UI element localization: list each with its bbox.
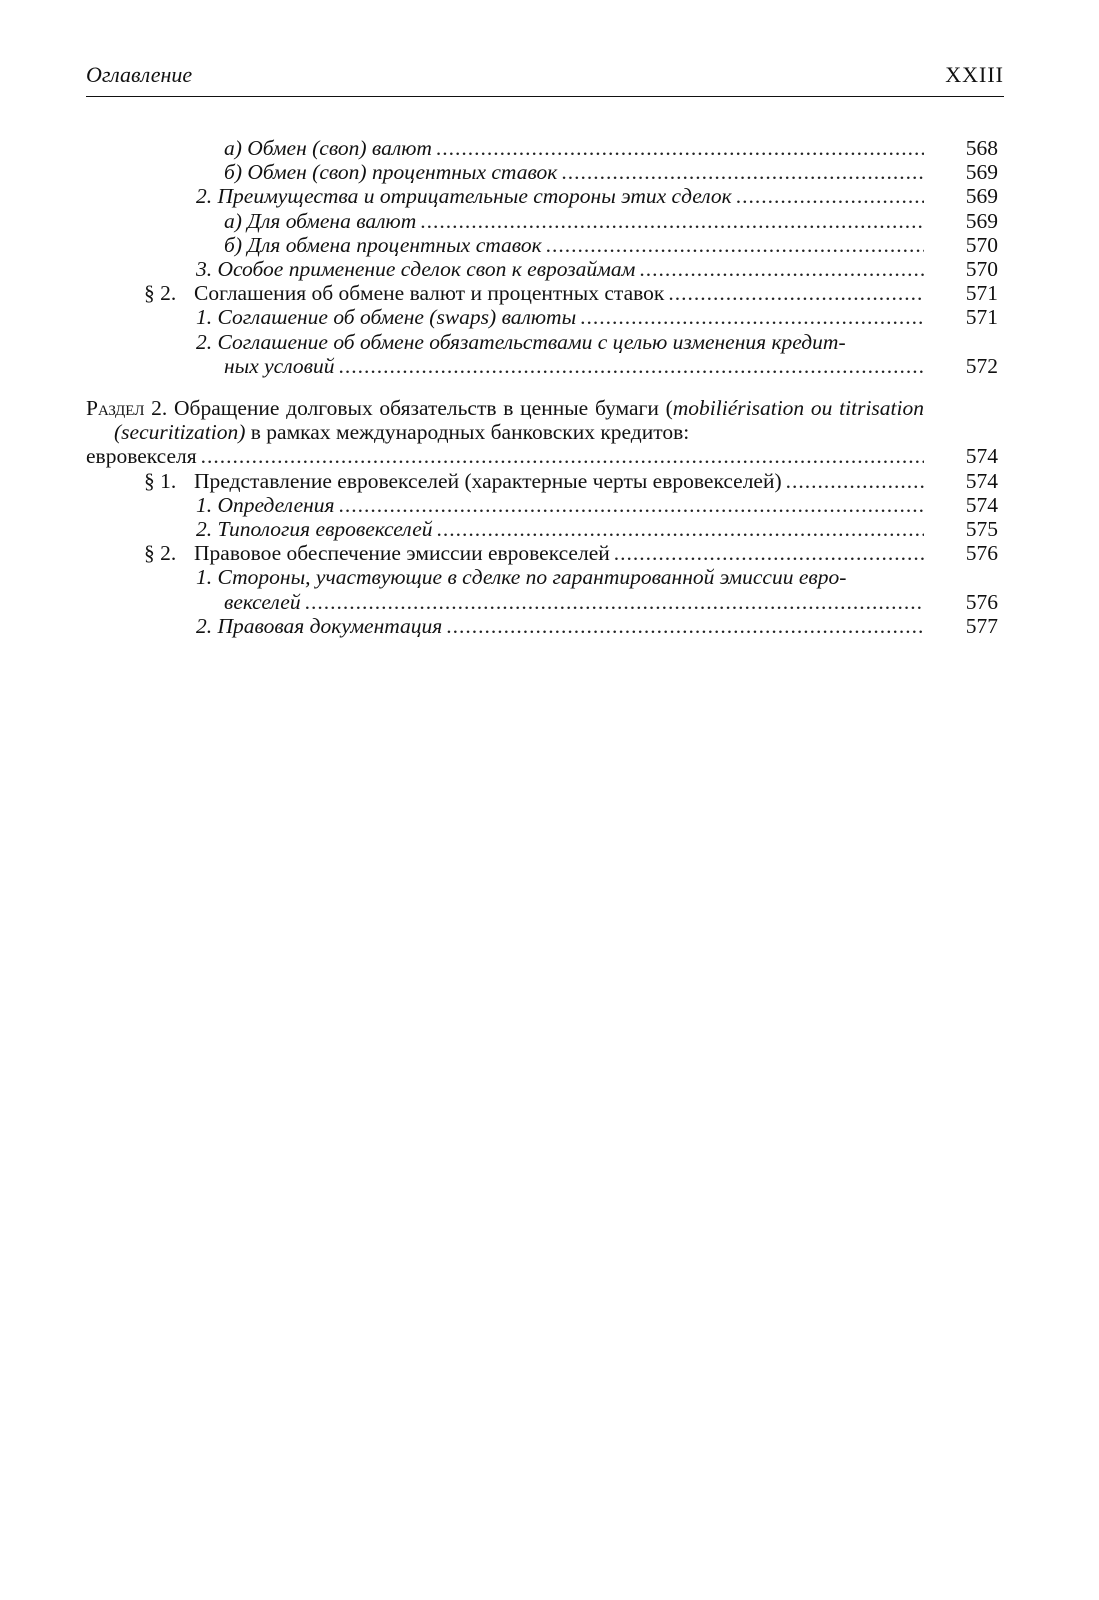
toc-entry-title: ных условий: [224, 353, 335, 378]
toc-entry-title: 1. Определения: [196, 492, 335, 517]
toc-entry: [86, 160, 1004, 184]
toc-entry: [86, 396, 1004, 469]
toc-entry-title: Соглашения об обмене валют и процентных ставок: [194, 281, 665, 306]
toc-page-number: 574: [965, 492, 998, 517]
toc-page-number: 576: [965, 541, 998, 566]
toc-page-number: 572: [965, 353, 998, 378]
toc-page-number: 571: [965, 281, 998, 306]
toc-entry: [86, 565, 1004, 613]
section-mark: § 2.: [144, 281, 177, 306]
toc-entry-title: б) Обмен (своп) процентных ставок: [224, 160, 558, 185]
toc-entry-title: Представление евровекселей (характерные черты евровекселей): [194, 468, 782, 493]
table-of-contents: [86, 136, 1004, 638]
toc-entry: [86, 209, 1004, 233]
header-rule: [86, 96, 1004, 97]
part-title: Обращение долговых обязательств в ценные бумаги (mobiliérisation ou titrisation (securitization) в рамках международных банковских кредитов:: [114, 396, 924, 445]
toc-page-number: 571: [965, 305, 998, 330]
page-number: XXIII: [945, 62, 1004, 87]
toc-entry: [86, 184, 1004, 208]
toc-entry-text-line: 2. Соглашение об обмене обязательствами с целью изменения кредит-: [196, 329, 846, 354]
toc-entry-title: б) Для обмена процентных ставок: [224, 232, 542, 257]
toc-entry: [86, 281, 1004, 305]
section-mark: § 1.: [144, 468, 177, 493]
toc-entry: [86, 517, 1004, 541]
toc-entry-title: 2. Преимущества и отрицательные стороны этих сделок: [196, 184, 732, 209]
toc-page-number: 569: [965, 184, 998, 209]
running-head-title: Оглавление: [86, 62, 193, 87]
toc-page-number: 568: [965, 136, 998, 160]
toc-entry: [86, 257, 1004, 281]
toc-page-number: 574: [965, 468, 998, 493]
toc-entry: [86, 541, 1004, 565]
toc-page-number: 576: [965, 589, 998, 614]
toc-entry-text-line: 1. Стороны, участвующие в сделке по гарантированной эмиссии евро-: [196, 565, 847, 590]
toc-entry: [86, 614, 1004, 638]
toc-entry: [86, 469, 1004, 493]
toc-entry-title: а) Обмен (своп) валют: [224, 136, 432, 160]
toc-entry: [86, 305, 1004, 329]
part-label: Раздел 2.: [86, 396, 168, 421]
toc-entry: [86, 233, 1004, 257]
toc-entry-title: 2. Типология евровекселей: [196, 517, 433, 542]
toc-page-number: 570: [965, 232, 998, 257]
toc-page-number: 575: [965, 517, 998, 542]
toc-entry-title: 3. Особое применение сделок своп к еврозаймам: [196, 257, 636, 282]
section-mark: § 2.: [144, 541, 177, 566]
toc-entry-title: Правовое обеспечение эмиссии евровекселей: [194, 541, 610, 566]
toc-entry: [86, 493, 1004, 517]
toc-page-number: 570: [965, 257, 998, 282]
toc-entry: [86, 136, 1004, 160]
running-head: [86, 62, 1004, 88]
toc-entry-title: 2. Правовая документация: [196, 613, 443, 638]
toc-entry-title: евровекселя: [86, 444, 197, 469]
toc-entry: [86, 330, 1004, 378]
toc-entry-title: векселей: [224, 589, 301, 614]
toc-page-number: 577: [965, 613, 998, 638]
toc-entry-title: а) Для обмена валют: [224, 208, 417, 233]
toc-page-number: 569: [965, 208, 998, 233]
toc-page-number: 574: [965, 444, 998, 469]
toc-entry-title: 1. Соглашение об обмене (swaps) валюты: [196, 305, 577, 330]
toc-page-number: 569: [965, 160, 998, 185]
